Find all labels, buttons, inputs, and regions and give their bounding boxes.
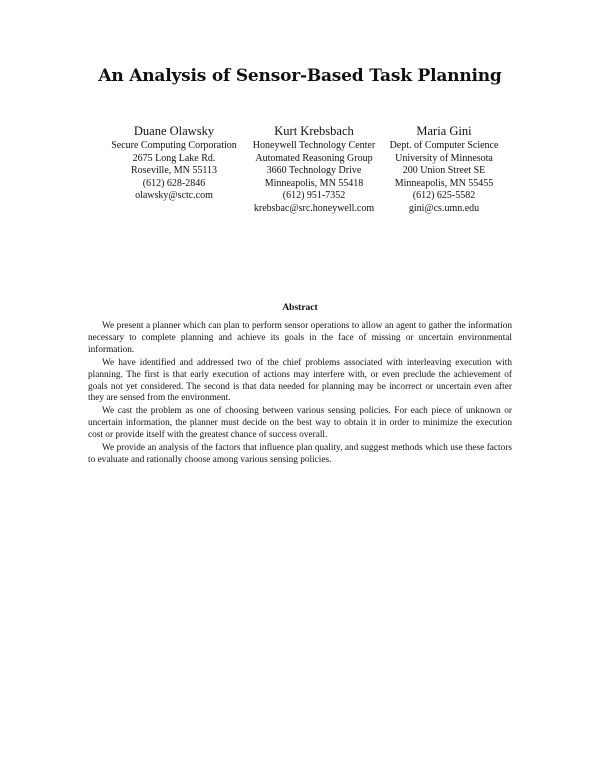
author-street: 200 Union Street SE bbox=[402, 165, 486, 177]
author-email: olawsky@sctc.com bbox=[135, 190, 213, 202]
author-olawsky bbox=[104, 123, 244, 203]
author-city: Roseville, MN 55113 bbox=[130, 165, 217, 177]
author-name: Kurt Krebsbach bbox=[274, 124, 354, 138]
abstract-paragraph: We cast the problem as one of choosing between various sensing policies. For each piece of unknown or uncertain information, the planner must decide on the best way to obtain it in order to minimize the execution cost or provide itself with the greatest chance of success overall. bbox=[88, 406, 512, 441]
author-department: Dept. of Computer Science bbox=[389, 140, 499, 151]
author-affiliation: Honeywell Technology Center bbox=[252, 140, 376, 151]
author-email: gini@cs.umn.edu bbox=[408, 202, 480, 214]
abstract-paragraph: We provide an analysis of the factors that influence plan quality, and suggest methods which use these factors to evaluate and rationally choose among various sensing policies. bbox=[88, 443, 512, 465]
abstract-paragraph: We have identified and addressed two of the chief problems associated with interleaving execution with planning. The first is that early execution of actions may interfere with, or even preclude the achievement of goals not yet considered. The second is that data needed for planning may be incorrect or uncertain even after they are sensed from the environment. bbox=[88, 357, 512, 404]
abstract-body bbox=[88, 321, 512, 468]
author-block bbox=[0, 123, 600, 223]
abstract-paragraph: We present a planner which can plan to perform sensor operations to allow an agent to gather the information necessary to complete planning and achieve its goals in the face of missing or uncertain environmental information. bbox=[88, 321, 512, 355]
author-group: Automated Reasoning Group bbox=[255, 152, 373, 164]
author-name: Duane Olawsky bbox=[133, 124, 215, 138]
author-phone: (612) 951-7352 bbox=[282, 190, 346, 202]
author-street: 2675 Long Lake Rd. bbox=[132, 152, 216, 164]
abstract-heading: Abstract bbox=[282, 303, 318, 313]
author-university: University of Minnesota bbox=[395, 152, 493, 164]
author-gini bbox=[382, 123, 506, 216]
author-street: 3660 Technology Drive bbox=[266, 165, 362, 177]
author-phone: (612) 628-2846 bbox=[142, 177, 206, 189]
author-city: Minneapolis, MN 55418 bbox=[264, 177, 364, 189]
author-name: Maria Gini bbox=[416, 124, 472, 138]
author-phone: (612) 625-5582 bbox=[412, 190, 476, 202]
author-affiliation: Secure Computing Corporation bbox=[111, 140, 237, 151]
paper-title: An Analysis of Sensor-Based Task Planning bbox=[98, 66, 502, 86]
author-email: krebsbac@src.honeywell.com bbox=[253, 202, 375, 214]
author-krebsbach bbox=[245, 123, 383, 216]
author-city: Minneapolis, MN 55455 bbox=[394, 177, 494, 189]
